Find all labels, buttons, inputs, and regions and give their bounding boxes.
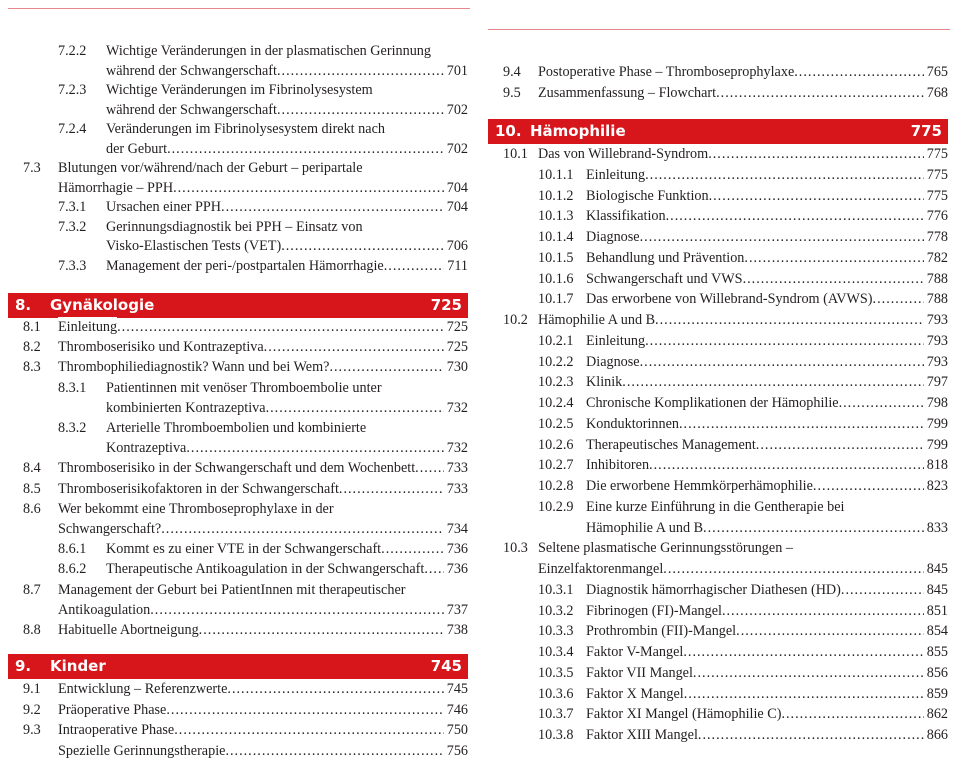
toc-entry-title: Behandlung und Prävention [586,249,745,266]
toc-entry-page: 833 [926,519,948,536]
toc-entry[interactable] [8,41,468,61]
toc-entry[interactable] [488,414,948,434]
chapter-title: Hämophilie [530,122,626,140]
toc-entry[interactable] [8,119,468,139]
toc-entry-title: Biologische Funktion [586,187,709,204]
toc-entry-title: Gerinnungsdiagnostik bei PPH – Einsatz von [106,218,363,235]
toc-entry-number: 10.1 [503,146,528,162]
toc-entry-page: 704 [446,179,468,196]
toc-entry-number: 10.3.4 [538,644,574,660]
dot-leader [277,61,444,81]
chapter-header[interactable] [8,654,468,678]
dot-leader [839,393,924,413]
toc-entry-title: Visko-Elastischen Tests (VET) [106,238,282,254]
toc-entry[interactable] [488,538,948,558]
toc-entry-number: 8.6.2 [58,561,87,578]
toc-entry-page: 746 [446,701,468,718]
toc-entry-title: Seltene plasmatische Gerinnungsstörungen – [538,540,793,557]
toc-entry-number: 10.2.7 [538,457,574,474]
dot-leader [264,337,444,357]
toc-entry-page: 793 [926,332,948,349]
toc-entry-number: 8.3.2 [58,420,87,436]
toc-entry-number: 8.6.1 [58,541,87,558]
dot-leader [199,620,444,640]
toc-entry-title: Thromboserisiko und Kontrazeptiva [58,339,264,356]
toc-entry-title: Die erworbene Hemmkörperhämophilie [586,478,813,494]
toc-entry-title: Faktor XIII Mangel [586,727,698,743]
dot-leader [722,601,924,621]
dot-leader [221,197,444,217]
dot-leader [174,720,444,740]
dot-leader [679,414,924,434]
dot-leader [339,479,444,499]
dot-leader [698,725,924,745]
toc-entry-title: kombinierten Kontrazeptiva [106,399,266,416]
dot-leader [649,455,924,475]
toc-entry-number: 8.8 [23,622,41,638]
toc-entry-number: 10.3 [503,540,528,557]
toc-entry-page: 854 [926,623,948,640]
toc-entry-number: 8.4 [23,460,41,477]
toc-entry-page: 793 [926,312,948,328]
toc-entry[interactable] [488,601,948,621]
toc-entry[interactable] [488,580,948,600]
toc-entry[interactable] [8,418,468,438]
toc-entry-page: 756 [446,742,468,759]
toc-entry[interactable] [8,378,468,398]
toc-entry[interactable] [488,476,948,496]
toc-entry-page: 823 [926,478,948,494]
toc-entry-number: 10.3.6 [538,685,574,702]
toc-entry-number: 10.1.2 [538,187,574,204]
toc-entry[interactable] [8,178,468,198]
dot-leader [225,741,443,761]
dot-leader [666,206,924,226]
toc-entry[interactable] [488,725,948,745]
dot-leader [266,398,444,418]
toc-entry-title: Kommt es zu einer VTE in der Schwangerschaft [106,541,382,558]
dot-leader [841,580,924,600]
toc-entry-page: 778 [926,229,948,245]
dot-leader [424,559,443,579]
toc-entry[interactable] [8,357,468,377]
toc-entry[interactable] [8,580,468,600]
toc-entry[interactable] [8,700,468,720]
toc-entry-title: während der Schwangerschaft [106,62,277,79]
toc-entry-title: Postoperative Phase – Thromboseprophylaxe [538,64,795,80]
dot-leader [736,621,924,641]
toc-entry-number: 10.1.3 [538,208,574,225]
toc-entry[interactable] [488,227,948,247]
dot-leader [794,62,923,82]
chapter-page: 745 [430,657,462,675]
dot-leader [186,438,443,458]
toc-entry-number: 7.3.3 [58,257,87,274]
toc-entry-title: Zusammenfassung – Flowchart [538,84,717,101]
dot-leader [281,236,444,256]
toc-entry[interactable] [488,435,948,455]
toc-entry-number: 9.5 [503,84,521,101]
toc-entry[interactable] [488,642,948,662]
toc-entry[interactable] [488,518,948,538]
toc-entry-title: Blutungen vor/während/nach der Geburt – peripartale [58,160,363,176]
toc-entry-page: 736 [446,561,468,578]
toc-entry-title: Faktor X Mangel [586,685,684,702]
toc-entry[interactable] [488,684,948,704]
dot-leader [781,704,923,724]
toc-entry-title: Thrombophiliediagnostik? Wann und bei Wem? [58,359,330,376]
toc-entry-number: 7.3.1 [58,199,87,215]
toc-entry[interactable] [8,100,468,120]
toc-entry[interactable] [488,310,948,330]
toc-entry[interactable] [8,158,468,178]
toc-entry-title: Thromboserisikofaktoren in der Schwangerschaft [58,480,339,497]
toc-entry-page: 788 [926,291,948,308]
toc-entry-number: 10.3.5 [538,664,574,681]
toc-entry[interactable] [488,165,948,185]
toc-entry-title: Klassifikation [586,208,666,225]
toc-entry-number: 8.6 [23,500,41,517]
toc-entry-title: Faktor VII Mangel [586,664,693,681]
toc-entry-title: Hämophilie A und B [586,519,704,536]
chapter-number: 10. [495,122,522,140]
toc-entry-page: 734 [446,521,468,537]
toc-entry-number: 10.1.5 [538,249,574,266]
dot-leader [640,227,924,247]
toc-entry-page: 845 [926,561,948,577]
toc-entry[interactable] [8,438,468,458]
toc-entry-number: 7.3.2 [58,218,87,235]
dot-leader [117,317,444,337]
dot-leader [329,357,443,377]
dot-leader [716,83,924,103]
toc-column-left [8,0,468,768]
dot-leader [622,372,923,392]
toc-entry-title: Klinik [586,374,623,391]
toc-entry-page: 845 [926,581,948,598]
toc-entry-title: Diagnostik hämorrhagischer Diathesen (HD) [586,581,841,598]
toc-entry-page: 799 [926,415,948,432]
toc-entry-number: 10.1.1 [538,166,574,183]
toc-entry-page: 798 [926,395,948,411]
toc-entry-number: 9.1 [23,681,41,697]
toc-entry[interactable] [8,80,468,100]
toc-entry-title: Faktor XI Mangel (Hämophilie C) [586,706,782,723]
toc-entry-page: 745 [446,681,468,697]
dot-leader [743,269,924,289]
toc-entry-page: 765 [926,64,948,80]
toc-entry-page: 851 [926,602,948,619]
toc-entry-number: 10.1.6 [538,270,574,287]
toc-entry-page: 768 [926,84,948,101]
toc-entry-number: 10.1.7 [538,291,574,308]
toc-entry-number: 8.5 [23,480,41,497]
toc-entry[interactable] [488,372,948,392]
dot-leader [684,684,924,704]
toc-entry-number: 10.2.2 [538,353,574,370]
toc-entry-page: 702 [446,140,468,157]
toc-entry-number: 10.2.8 [538,478,574,494]
toc-entry-number: 9.4 [503,64,521,80]
toc-entry-page: 793 [926,353,948,370]
toc-entry[interactable] [8,741,468,761]
dot-leader [813,476,924,496]
toc-entry[interactable] [8,197,468,217]
toc-entry-title: Spezielle Gerinnungstherapie [58,742,226,759]
toc-entry[interactable] [8,217,468,237]
toc-entry-page: 750 [446,722,468,738]
dot-leader [663,559,923,579]
toc-entry[interactable] [8,61,468,81]
toc-entry[interactable] [488,289,948,309]
toc-entry-number: 8.2 [23,339,41,356]
toc-entry[interactable] [488,704,948,724]
toc-entry-number: 10.2.5 [538,415,574,432]
toc-entry-title: Diagnose [586,229,640,245]
toc-entry[interactable] [488,144,948,164]
toc-entry-page: 738 [446,622,468,638]
toc-entry-title: Intraoperative Phase [58,722,175,738]
toc-entry-title: Wichtige Veränderungen im Fibrinolysesystem [106,82,373,98]
dot-leader [708,144,924,164]
dot-leader [709,186,924,206]
toc-entry-page: 788 [926,270,948,287]
toc-entry-title: Entwicklung – Referenzwerte [58,681,228,697]
toc-entry[interactable] [488,206,948,226]
toc-entry-page: 732 [446,399,468,416]
toc-entry-title: Veränderungen im Fibrinolysesystem direkt nach [106,121,385,137]
toc-entry-title: Das von Willebrand-Syndrom [538,146,709,162]
toc-entry-number: 10.2.6 [538,436,574,453]
toc-entry-page: 706 [446,238,468,254]
chapter-title: Kinder [50,657,106,675]
toc-entry-number: 8.7 [23,581,41,598]
toc-entry-number: 8.3 [23,359,41,376]
chapter-number: 9. [15,657,32,675]
toc-entry-page: 775 [926,146,948,162]
toc-entry-title: Schwangerschaft und VWS [586,270,743,287]
toc-entry-title: Einleitung [586,332,646,349]
dot-leader [150,600,444,620]
toc-entry-title: Konduktorinnen [586,415,679,432]
toc-entry-title: Habituelle Abortneigung [58,622,199,638]
dot-leader [227,679,443,699]
toc-entry-page: 855 [926,644,948,660]
toc-entry-number: 10.3.1 [538,581,574,598]
toc-entry-title: Patientinnen mit venöser Thromboembolie unter [106,379,382,396]
dot-leader [161,519,444,539]
toc-entry-title: Wichtige Veränderungen in der plasmatischen Gerinnung [106,43,431,59]
toc-entry-number: 8.1 [23,319,41,335]
toc-entry-page: 701 [446,62,468,79]
toc-entry-title: Diagnose [586,353,640,370]
toc-entry-page: 733 [446,480,468,497]
toc-entry-title: Thromboserisiko in der Schwangerschaft und dem Wochenbett [58,460,416,477]
toc-entry-number: 8.3.1 [58,379,87,396]
toc-entry-page: 856 [926,664,948,681]
toc-entry[interactable] [488,393,948,413]
toc-entry-page: 725 [446,319,468,335]
toc-entry-title: Arterielle Thromboembolien und kombinierte [106,420,367,436]
toc-entry-number: 10.2.4 [538,395,574,411]
toc-entry-page: 725 [446,339,468,356]
toc-entry[interactable] [8,398,468,418]
toc-entry-page: 859 [926,685,948,702]
toc-entry[interactable] [8,337,468,357]
toc-entry-title: Management der peri-/postpartalen Hämorrhagie [106,257,384,274]
toc-entry-page: 799 [926,436,948,453]
toc-entry[interactable] [8,479,468,499]
toc-entry-page: 797 [926,374,948,391]
toc-entry-page: 782 [926,249,948,266]
toc-column-right [488,0,948,768]
toc-entry[interactable] [488,248,948,268]
toc-entry-page: 866 [926,727,948,743]
toc-entry[interactable] [488,331,948,351]
toc-entry-number: 10.3.3 [538,623,574,640]
dot-leader [655,310,924,330]
toc-entry[interactable] [8,720,468,740]
toc-entry-title: Management der Geburt bei PatientInnen mit therapeutischer [58,581,406,598]
dot-leader [173,178,444,198]
chapter-title: Gynäkologie [50,296,155,314]
toc-entry-title: Inhibitoren [586,457,650,474]
dot-leader [381,539,444,559]
dot-leader [873,289,924,309]
toc-entry[interactable] [8,499,468,519]
toc-entry-number: 10.2.9 [538,498,574,515]
toc-entry-title: Einzelfaktorenmangel [538,561,664,577]
toc-entry-number: 9.3 [23,722,41,738]
dot-leader [277,100,444,120]
chapter-header[interactable] [8,293,468,317]
toc-entry-number: 10.2.1 [538,332,574,349]
toc-entry-title: Antikoagulation [58,601,151,618]
toc-entry-number: 7.2.3 [58,82,87,98]
toc-entry-title: Fibrinogen (FI)-Mangel [586,602,722,619]
chapter-number: 8. [15,296,32,314]
dot-leader [703,518,924,538]
toc-entry-number: 10.2.3 [538,374,574,391]
toc-entry-number: 7.2.4 [58,121,87,137]
toc-entry-number: 7.2.2 [58,43,87,59]
toc-entry-page: 775 [926,187,948,204]
dot-leader [693,663,924,683]
chapter-page: 725 [430,296,462,314]
toc-entry-number: 10.2 [503,312,528,328]
toc-entry[interactable] [488,621,948,641]
dot-leader [167,139,444,159]
toc-entry[interactable] [8,139,468,159]
toc-entry-title: Chronische Komplikationen der Hämophilie [586,395,839,411]
dot-leader [384,256,445,276]
toc-entry-title: Prothrombin (FII)-Mangel [586,623,737,640]
toc-entry-page: 862 [926,706,948,723]
toc-entry[interactable] [488,455,948,475]
toc-entry[interactable] [8,620,468,640]
toc-entry[interactable] [8,317,468,337]
toc-entry[interactable] [488,497,948,517]
toc-entry-number: 10.3.8 [538,727,574,743]
toc-entry-page: 704 [446,199,468,215]
chapter-header[interactable] [488,119,948,143]
dot-leader [645,165,924,185]
toc-entry-title: Ursachen einer PPH [106,199,222,215]
toc-entry-title: Das erworbene von Willebrand-Syndrom (AVWS) [586,291,873,308]
dot-leader [640,352,924,372]
toc-entry-title: Schwangerschaft? [58,521,162,537]
toc-entry-number: 7.3 [23,160,41,176]
dot-leader [744,248,923,268]
toc-entry-page: 702 [446,101,468,118]
toc-entry[interactable] [488,269,948,289]
dot-leader [645,331,924,351]
toc-entry-title: Faktor V-Mangel [586,644,684,660]
toc-entry-title: Präoperative Phase [58,701,167,718]
dot-leader [166,700,443,720]
toc-entry-page: 775 [926,166,948,183]
toc-entry-number: 9.2 [23,701,41,718]
toc-entry-title: Einleitung [586,166,646,183]
toc-entry[interactable] [488,62,948,82]
toc-entry[interactable] [8,236,468,256]
toc-entry[interactable] [8,458,468,478]
toc-entry-title: der Geburt [106,140,168,157]
toc-entry-page: 732 [446,440,468,457]
toc-entry-title: Eine kurze Einführung in die Gentherapie bei [586,498,845,515]
toc-entry[interactable] [488,186,948,206]
toc-entry-title: Hämophilie A und B [538,312,656,328]
toc-entry[interactable] [8,539,468,559]
toc-entry[interactable] [8,519,468,539]
toc-entry-title: Therapeutisches Management [586,436,756,453]
toc-entry[interactable] [8,559,468,579]
toc-entry[interactable] [8,256,468,276]
toc-entry-title: Kontrazeptiva [106,440,187,457]
chapter-page: 775 [910,122,942,140]
toc-entry-title: Einleitung [58,319,118,335]
toc-entry-page: 711 [447,257,468,274]
dot-leader [756,435,924,455]
toc-entry-title: Therapeutische Antikoagulation in der Schwangerschaft [106,561,425,578]
dot-leader [415,458,444,478]
toc-entry-number: 10.3.7 [538,706,574,723]
dot-leader [683,642,923,662]
toc-entry-number: 10.1.4 [538,229,574,245]
toc-entry-page: 776 [926,208,948,225]
toc-entry-page: 733 [446,460,468,477]
toc-entry[interactable] [488,559,948,579]
toc-entry-number: 10.3.2 [538,602,574,619]
toc-entry-title: Hämorrhagie – PPH [58,179,174,196]
toc-entry-page: 736 [446,541,468,558]
toc-entry[interactable] [488,83,948,103]
toc-entry[interactable] [8,600,468,620]
toc-entry-page: 730 [446,359,468,376]
toc-entry-title: Wer bekommt eine Thromboseprophylaxe in der [58,500,334,517]
toc-entry[interactable] [8,679,468,699]
toc-entry-title: während der Schwangerschaft [106,101,277,118]
toc-entry[interactable] [488,352,948,372]
toc-entry[interactable] [488,663,948,683]
toc-entry-page: 737 [446,601,468,618]
toc-entry-page: 818 [926,457,948,474]
